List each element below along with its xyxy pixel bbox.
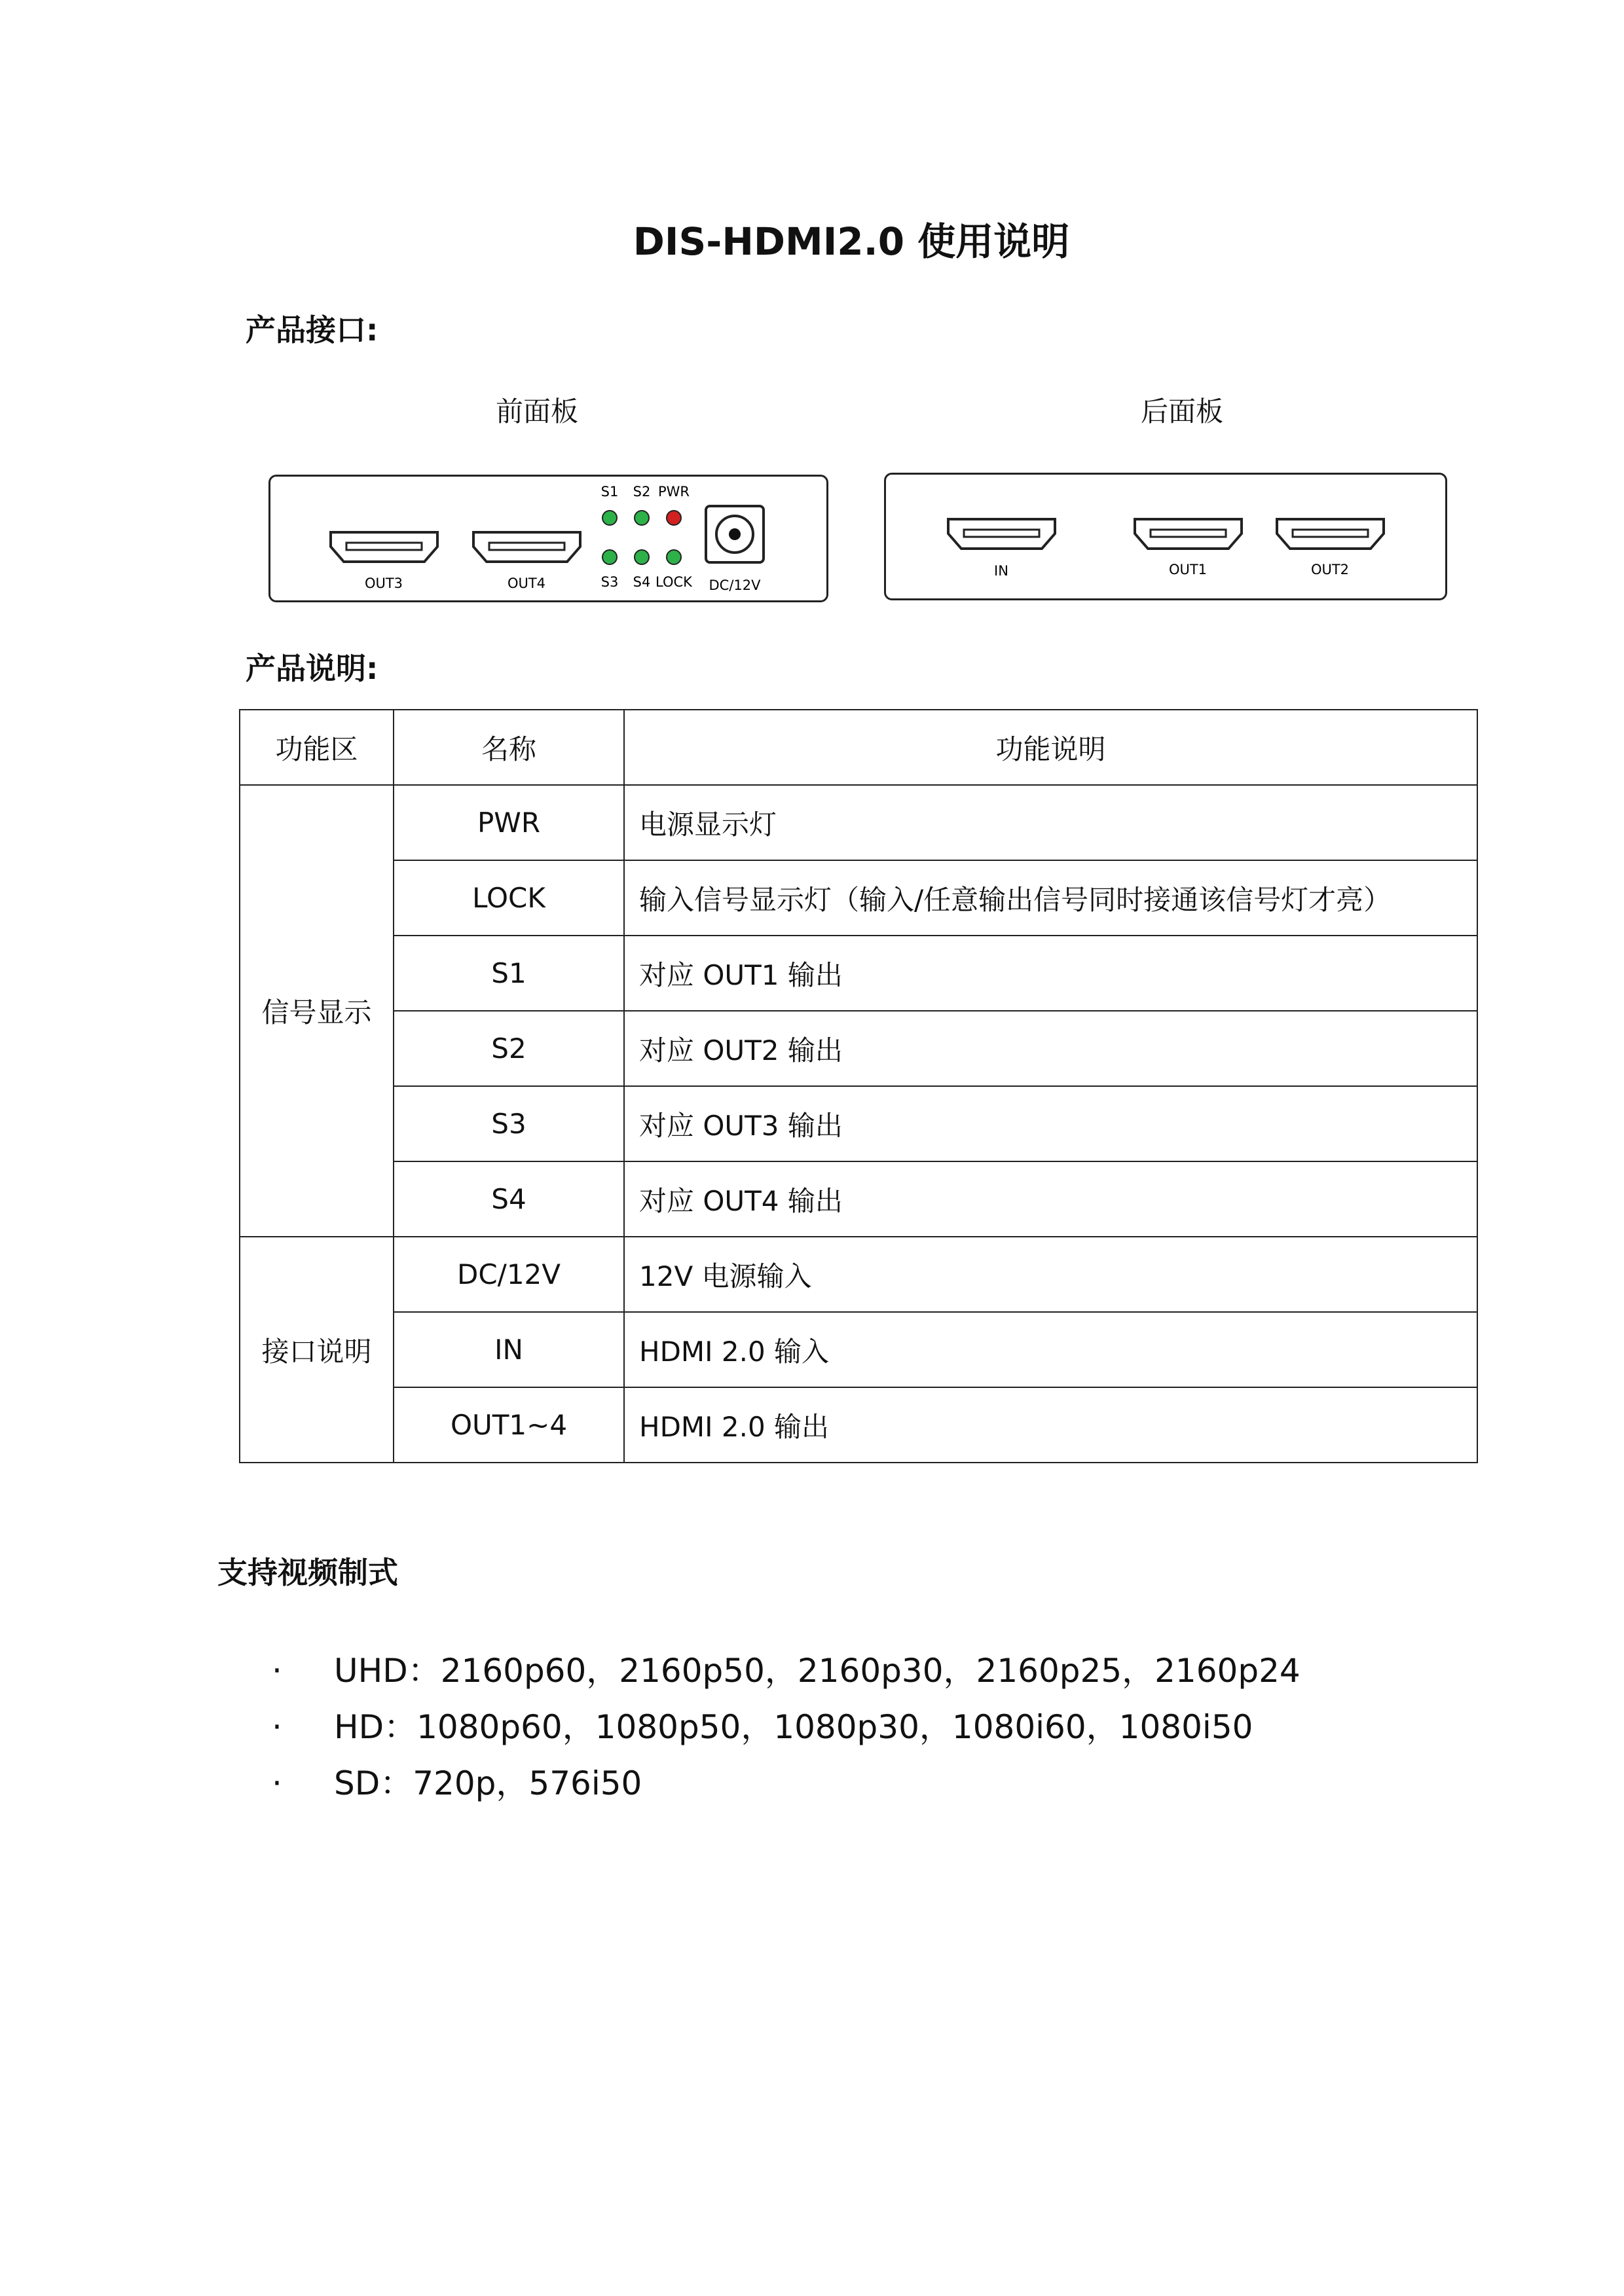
name-cell: LOCK <box>394 860 624 936</box>
name-cell: S3 <box>394 1086 624 1161</box>
name-cell: DC/12V <box>394 1237 624 1312</box>
header-description: 功能说明 <box>624 710 1477 785</box>
area-cell-interface: 接口说明 <box>240 1237 394 1463</box>
format-list-item <box>272 1701 1253 1748</box>
led-label-s3: S3 <box>600 574 619 590</box>
name-cell: S1 <box>394 936 624 1011</box>
hdmi-port-out1 <box>1135 519 1242 549</box>
table-row <box>240 1161 1477 1237</box>
table-header-row <box>240 710 1477 785</box>
name-cell: OUT1~4 <box>394 1387 624 1463</box>
led-s4-icon <box>635 550 649 564</box>
led-s2-icon <box>635 511 649 525</box>
name-cell: S4 <box>394 1161 624 1237</box>
rear-panel-diagram <box>884 473 1447 600</box>
format-list-item <box>272 1645 1301 1692</box>
rear-panel-label: 后面板 <box>1140 395 1223 428</box>
format-text: SD：720p，576i50 <box>334 1764 642 1802</box>
spec-table <box>239 709 1478 1463</box>
page-title: DIS-HDMI2.0 使用说明 <box>633 219 1070 264</box>
desc-cell: 对应 OUT4 输出 <box>624 1161 1477 1237</box>
name-cell: PWR <box>394 785 624 860</box>
port-label-in: IN <box>994 563 1008 579</box>
power-label: DC/12V <box>709 577 761 593</box>
desc-cell: HDMI 2.0 输入 <box>624 1312 1477 1387</box>
bullet: · <box>272 1708 282 1746</box>
port-label-out3: OUT3 <box>364 575 403 591</box>
led-label-s1: S1 <box>600 484 619 500</box>
table-row <box>240 785 1477 860</box>
port-label-out4: OUT4 <box>507 575 546 591</box>
front-panel-label: 前面板 <box>495 395 578 428</box>
desc-cell: 对应 OUT2 输出 <box>624 1011 1477 1086</box>
led-label-s4: S4 <box>633 574 651 590</box>
dc-power-jack-icon <box>706 506 764 562</box>
desc-cell: 对应 OUT1 输出 <box>624 936 1477 1011</box>
led-label-s2: S2 <box>633 484 651 500</box>
led-lock-icon <box>667 550 681 564</box>
table-row <box>240 1011 1477 1086</box>
bullet: · <box>272 1652 282 1690</box>
name-cell: S2 <box>394 1011 624 1086</box>
table-row <box>240 1312 1477 1387</box>
section-heading-description: 产品说明: <box>246 651 378 686</box>
header-name: 名称 <box>394 710 624 785</box>
section-heading-formats: 支持视频制式 <box>217 1555 398 1590</box>
led-pwr-icon <box>667 511 681 525</box>
desc-cell: 输入信号显示灯（输入/任意输出信号同时接通该信号灯才亮） <box>624 860 1477 936</box>
led-s3-icon <box>602 550 617 564</box>
led-label-pwr: PWR <box>657 484 690 500</box>
desc-cell: 12V 电源输入 <box>624 1237 1477 1312</box>
led-s1-icon <box>602 511 617 525</box>
format-list-item <box>272 1757 642 1804</box>
table-row <box>240 936 1477 1011</box>
port-label-out1: OUT1 <box>1168 562 1208 577</box>
led-label-lock: LOCK <box>655 574 692 590</box>
name-cell: IN <box>394 1312 624 1387</box>
table-row <box>240 1237 1477 1312</box>
header-area: 功能区 <box>240 710 394 785</box>
hdmi-port-out3 <box>331 532 437 562</box>
table-row <box>240 1387 1477 1463</box>
desc-cell: 电源显示灯 <box>624 785 1477 860</box>
desc-cell: 对应 OUT3 输出 <box>624 1086 1477 1161</box>
front-panel-diagram <box>268 475 828 602</box>
format-text: HD：1080p60，1080p50，1080p30，1080i60，1080i50 <box>334 1708 1253 1746</box>
table-row <box>240 1086 1477 1161</box>
hdmi-port-in <box>948 519 1055 549</box>
section-heading-interfaces: 产品接口: <box>246 312 378 348</box>
format-text: UHD：2160p60，2160p50，2160p30，2160p25，2160p24 <box>334 1652 1301 1690</box>
hdmi-port-out4 <box>473 532 580 562</box>
bullet: · <box>272 1764 282 1802</box>
area-cell-signal: 信号显示 <box>240 785 394 1237</box>
port-label-out2: OUT2 <box>1310 562 1350 577</box>
desc-cell: HDMI 2.0 输出 <box>624 1387 1477 1463</box>
table-row <box>240 860 1477 936</box>
hdmi-port-out2 <box>1277 519 1384 549</box>
